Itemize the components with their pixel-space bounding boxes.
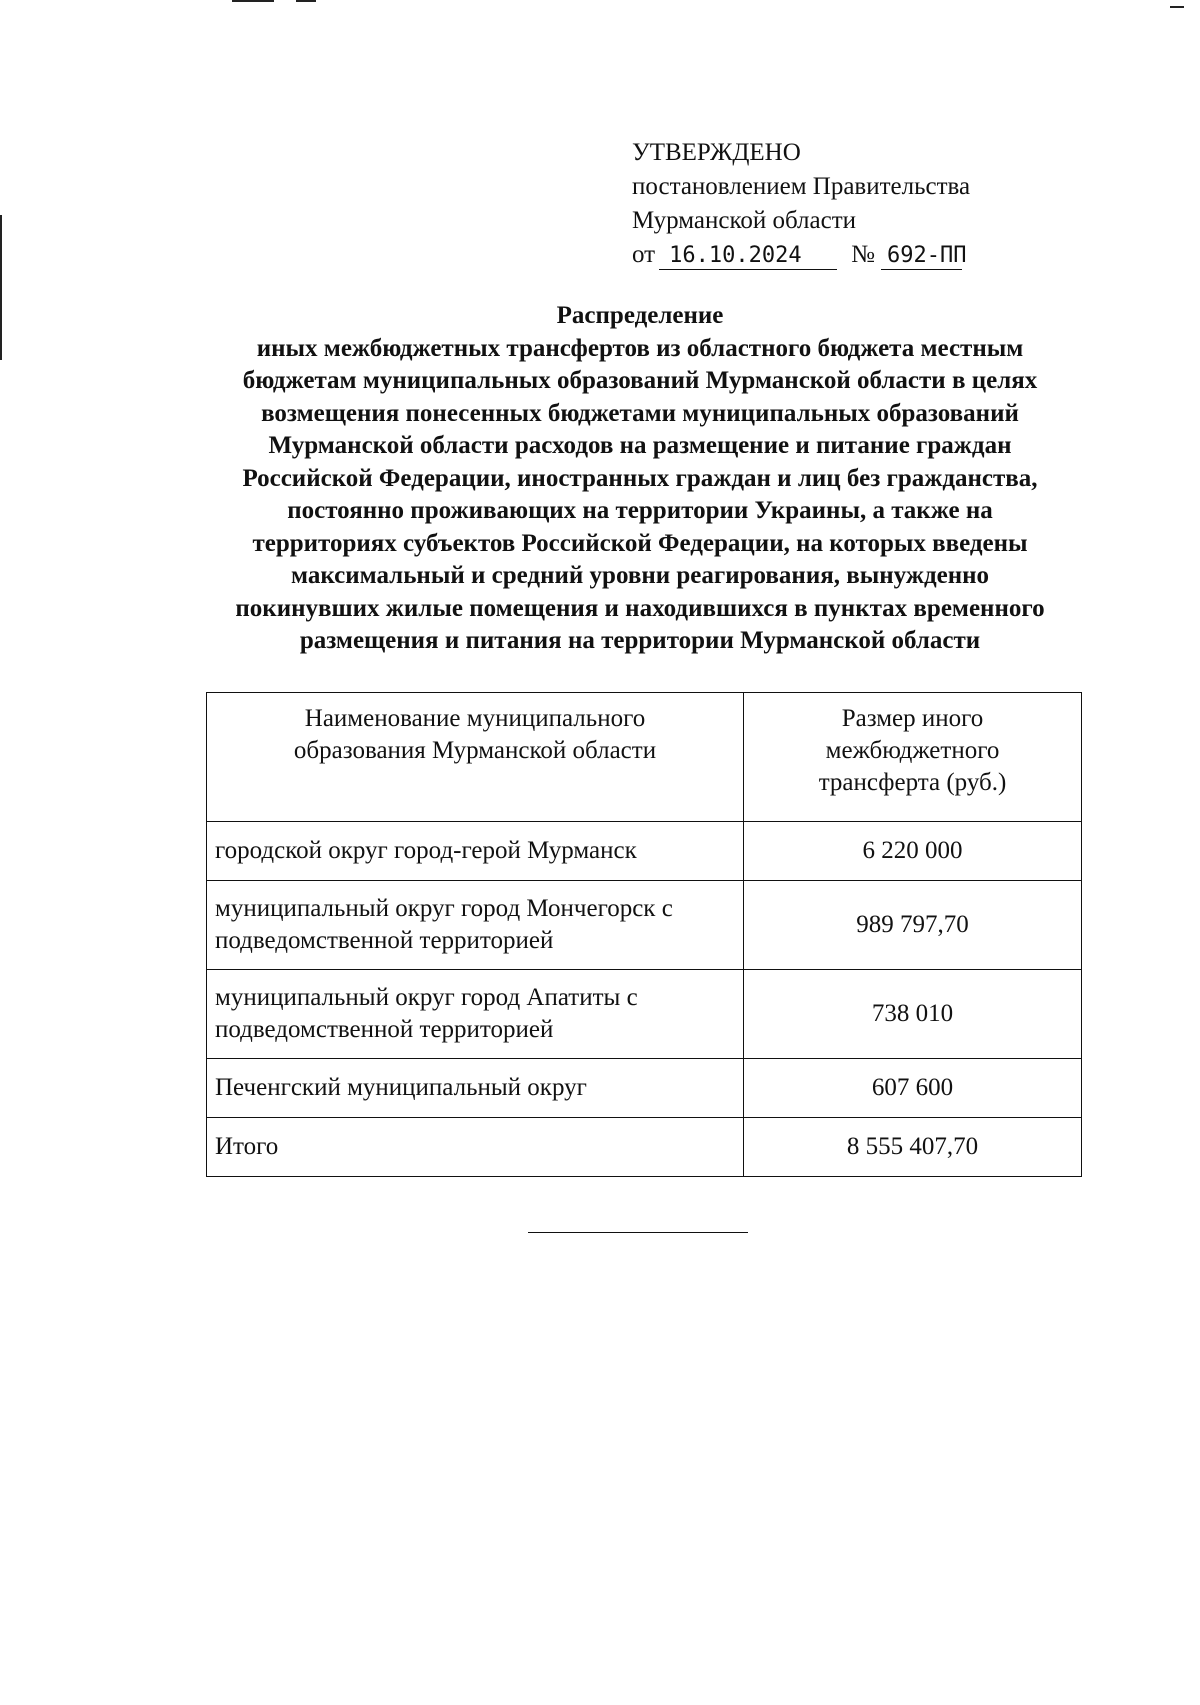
table-row xyxy=(207,1059,1082,1118)
approval-block xyxy=(632,136,970,272)
number-sign: № xyxy=(851,241,875,268)
date-prefix: от xyxy=(632,241,656,268)
municipality-line: муниципальный округ город Мончегорск с xyxy=(215,895,673,922)
municipality-line: городской округ город-герой Мурманск xyxy=(215,837,637,864)
municipality-cell xyxy=(207,881,744,970)
header-amount-line: Размер иного xyxy=(841,705,984,732)
title-line: Мурманской области расходов на размещение и питание граждан xyxy=(268,432,1012,459)
table-row xyxy=(207,970,1082,1059)
municipality-cell xyxy=(207,1059,744,1118)
end-of-document-rule xyxy=(528,1232,748,1233)
total-amount-cell: 8 555 407,70 xyxy=(744,1118,1082,1177)
amount-cell: 6 220 000 xyxy=(744,822,1082,881)
approval-line-1: постановлением Правительства xyxy=(632,173,971,200)
amount-cell: 607 600 xyxy=(744,1059,1082,1118)
approval-date-line xyxy=(632,238,970,272)
title-line: иных межбюджетных трансфертов из областного бюджета местным xyxy=(256,334,1024,362)
amount-cell: 989 797,70 xyxy=(744,881,1082,970)
title-line: Российской Федерации, иностранных граждан и лиц без гражданства, xyxy=(242,464,1038,492)
header-amount-line: межбюджетного xyxy=(825,737,1000,764)
document-title xyxy=(170,300,1110,658)
title-line: размещения и питания на территории Мурманской области xyxy=(299,627,981,654)
header-municipality-line: Наименование муниципального xyxy=(304,705,646,732)
distribution-table xyxy=(206,692,1082,1177)
scan-mark-corner xyxy=(1170,6,1184,8)
title-line: возмещения понесенных бюджетами муниципальных образований xyxy=(261,399,1019,427)
amount-cell: 738 010 xyxy=(744,970,1082,1059)
decree-date: 16.10.2024 xyxy=(659,243,837,270)
approval-stamp: УТВЕРЖДЕНО xyxy=(632,139,801,166)
header-municipality xyxy=(207,693,744,822)
total-label-cell xyxy=(207,1118,744,1177)
table-total-row xyxy=(207,1118,1082,1177)
table-header-row xyxy=(207,693,1082,822)
table-row xyxy=(207,822,1082,881)
title-line: максимальный и средний уровни реагирования, вынужденно xyxy=(290,562,990,589)
municipality-line: Печенгский муниципальный округ xyxy=(215,1074,587,1101)
total-label: Итого xyxy=(215,1133,279,1160)
title-line: бюджетам муниципальных образований Мурманской области в целях xyxy=(242,367,1038,394)
scan-mark-top-2 xyxy=(296,0,316,2)
municipality-line: подведомственной территорией xyxy=(215,927,554,954)
municipality-cell xyxy=(207,970,744,1059)
table-row xyxy=(207,881,1082,970)
municipality-cell xyxy=(207,822,744,881)
municipality-line: муниципальный округ город Апатиты с xyxy=(215,984,638,1011)
header-municipality-line: образования Мурманской области xyxy=(293,737,657,764)
scan-mark-left xyxy=(0,215,2,360)
header-amount xyxy=(744,693,1082,822)
title-line: постоянно проживающих на территории Украины, а также на xyxy=(287,497,993,524)
municipality-line: подведомственной территорией xyxy=(215,1016,554,1043)
approval-line-2: Мурманской области xyxy=(632,207,857,234)
decree-number: 692-ПП xyxy=(881,243,962,270)
title-line: территориях субъектов Российской Федерации, на которых введены xyxy=(252,529,1028,557)
header-amount-line: трансферта (руб.) xyxy=(818,769,1007,796)
scan-mark-top xyxy=(232,0,274,2)
title-line: покинувших жилые помещения и находившихся в пунктах временного xyxy=(235,594,1045,622)
title-heading: Распределение xyxy=(556,302,724,329)
